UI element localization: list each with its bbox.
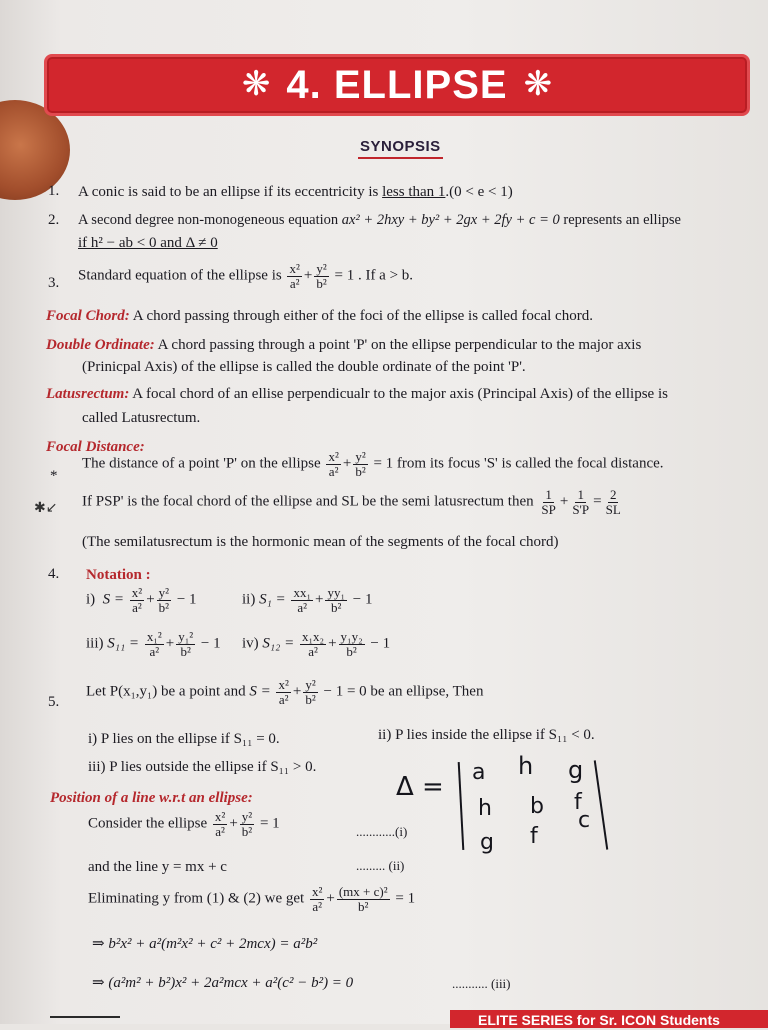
latusrectum-definition	[46, 385, 668, 403]
item-1-underlined: less than 1	[382, 184, 446, 200]
fraction-x1x2-a2: $\frac{\text{x₁x₂}}{\text{a²}}$	[301, 629, 325, 659]
consider-tail: = 1	[256, 815, 280, 832]
fraction-y2-b2: $\frac{\text{y²}}{\text{b²}}$	[305, 677, 316, 707]
synopsis-heading: SYNOPSIS	[358, 138, 443, 159]
item-5: Let P(x₁,y₁) be a point and S = $\frac{\text{x²}}{\text{a²}}$ + $\frac{\text{y²}}{\text{b²}}$ − 1 = 0 be an ellipse, Then	[86, 677, 484, 707]
general-conic-equation: ax² + 2hxy + by² + 2gx + 2fy + c = 0	[341, 212, 560, 228]
equation-ref-1: ............(i)	[356, 824, 408, 839]
double-ordinate-definition	[46, 336, 641, 354]
notation-heading	[86, 566, 151, 584]
matrix-entry: f	[574, 790, 582, 815]
focal-chord-label: Focal Chord:	[46, 308, 130, 324]
step-1: ⇒ b²x² + a²(m²x² + c² + 2mcx) = a²b²	[92, 936, 318, 952]
consider-ellipse: Consider the ellipse $\frac{\text{x²}}{\text{a²}}$ + $\frac{\text{y²}}{\text{b²}}$ = 1	[88, 809, 280, 839]
notation-i-lhs: S =	[102, 591, 128, 608]
fraction-yy1-b2: $\frac{\text{yy₁}}{\text{b²}}$	[327, 585, 345, 615]
item-number-4: 4.	[48, 566, 60, 582]
matrix-entry: h	[478, 796, 492, 821]
footer-rule	[50, 1016, 120, 1030]
p-inside-ellipse: ii) P lies inside the ellipse if S₁₁ < 0.	[378, 727, 595, 743]
fraction-mxc-b2: $\frac{\text{(mx + c)²}}{\text{b²}}$	[338, 884, 388, 914]
fraction-x1sq-a2: $\frac{\text{x₁²}}{\text{a²}}$	[146, 629, 162, 659]
eliminating-tail: = 1	[391, 890, 416, 907]
fraction-x2-a2: $\frac{\text{x²}}{\text{a²}}$	[311, 884, 323, 914]
focal-chord-text: A chord passing through either of the foci of the ellipse is called focal chord.	[129, 308, 593, 324]
double-ordinate-text-2: (Prinicpal Axis) of the ellipse is called the double ordinate of the point 'P'.	[82, 359, 526, 375]
notation-ii-tail: − 1	[349, 591, 373, 608]
item-number-5: 5.	[48, 694, 60, 710]
item-2-text: A second degree non-monogeneous equation	[78, 212, 342, 228]
fraction-x2-a2: $\frac{\text{x²}}{\text{a²}}$	[131, 585, 143, 615]
semilatus-note: (The semilatusrectum is the hormonic mean of the segments of the focal chord)	[82, 534, 559, 550]
notation-i-marker: i)	[86, 591, 96, 608]
fraction-x2-a2: $\frac{\text{x²}}{\text{a²}}$	[289, 261, 300, 291]
fraction-y2-b2: $\frac{\text{y²}}{\text{b²}}$	[158, 585, 170, 615]
notation-i-tail: − 1	[173, 591, 197, 608]
fraction-y2-b2: $\frac{\text{y²}}{\text{b²}}$	[241, 809, 253, 839]
fraction-xx1-a2: $\frac{\text{xx₁}}{\text{a²}}$	[293, 585, 311, 615]
focal-chord-definition	[46, 307, 593, 325]
chapter-title: 4. ELLIPSE	[286, 62, 508, 107]
latusrectum-label: Latusrectum:	[46, 386, 130, 402]
notation-iii-tail: − 1	[197, 635, 221, 652]
focal-distance-label: Focal Distance:	[46, 439, 145, 455]
notation-i: i) S = $\frac{\text{x²}}{\text{a²}}$ + $\frac{\text{y²}}{\text{b²}}$ − 1	[86, 585, 197, 615]
position-heading	[50, 789, 253, 807]
double-ordinate-label: Double Ordinate:	[46, 337, 155, 353]
flower-ornament-right: ❋	[523, 66, 553, 103]
fraction-y2-b2: $\frac{\text{y²}}{\text{b²}}$	[316, 261, 327, 291]
item-3-tail: = 1 . If a > b.	[330, 267, 414, 284]
fraction-1-SP: $\frac{1}{SP}$	[541, 487, 556, 517]
latusrectum-text: A focal chord of an ellise perpendicualr to the major axis (Principal Axis) of the ellipse is	[129, 386, 668, 402]
notation-iv-marker: iv)	[242, 635, 259, 652]
matrix-entry: b	[530, 794, 544, 819]
item-number-2: 2.	[48, 212, 60, 228]
eliminating-text: Eliminating y from (1) & (2) we get	[88, 890, 308, 907]
matrix-entry: h	[518, 752, 534, 780]
hand-tick-mark: ✱↙	[34, 500, 58, 516]
fraction-1-SprimeP: $\frac{1}{S'P}$	[572, 487, 590, 517]
fraction-y1sq-b2: $\frac{\text{y₁²}}{\text{b²}}$	[178, 629, 194, 659]
determinant-left-bar	[458, 762, 465, 850]
position-label: Position of a line w.r.t an ellipse:	[50, 790, 253, 806]
double-ordinate-text: A chord passing through a point 'P' on the ellipse perpendicular to the major axis	[154, 337, 642, 353]
equation-ref-3: ........... (iii)	[452, 976, 511, 991]
item-5-tail: − 1 = 0 be an ellipse, Then	[319, 683, 484, 700]
ellipse-condition: if h² − ab < 0 and Δ ≠ 0	[78, 235, 218, 251]
line-equation: and the line y = mx + c	[88, 859, 227, 875]
item-number-3: 3.	[48, 275, 60, 291]
fraction-y1y2-b2: $\frac{\text{y₁y₂}}{\text{b²}}$	[340, 629, 363, 659]
matrix-entry: c	[578, 808, 591, 833]
consider-text: Consider the ellipse	[88, 815, 211, 832]
notation-iv: iv) S₁₂ = $\frac{\text{x₁x₂}}{\text{a²}}$ + $\frac{\text{y₁y₂}}{\text{b²}}$ − 1	[242, 629, 391, 659]
notation-ii-lhs: S₁ =	[259, 591, 290, 608]
step-2: ⇒ (a²m² + b²)x² + 2a²mcx + a²(c² − b²) = 0	[92, 975, 354, 991]
fraction-x2-a2: $\frac{\text{x²}}{\text{a²}}$	[328, 449, 339, 479]
notation-label: Notation :	[86, 567, 151, 583]
item-2-tail: represents an ellipse	[559, 212, 681, 228]
psp-text: If PSP' is the focal chord of the ellipse and SL be the semi latusrectum then	[82, 493, 538, 510]
matrix-entry: f	[530, 824, 538, 849]
item-number-1: 1.	[48, 183, 60, 199]
notation-ii-marker: ii)	[242, 591, 256, 608]
focal-distance-pre: The distance of a point 'P' on the ellipse	[82, 455, 325, 472]
item-1-text: A conic is said to be an ellipse if its eccentricity is	[78, 184, 383, 200]
item-3: Standard equation of the ellipse is $\frac{\text{x²}}{\text{a²}}$ + $\frac{\text{y²}}{\text{b²}}$ = 1 . If a > b.	[78, 261, 414, 291]
matrix-entry: g	[480, 830, 494, 855]
fraction-y2-b2: $\frac{\text{y²}}{\text{b²}}$	[355, 449, 366, 479]
focal-distance-post: = 1 from its focus 'S' is called the focal distance.	[369, 455, 664, 472]
notation-ii: ii) S₁ = $\frac{\text{xx₁}}{\text{a²}}$ + $\frac{\text{yy₁}}{\text{b²}}$ − 1	[242, 585, 373, 615]
matrix-entry: a	[472, 760, 486, 785]
fraction-x2-a2: $\frac{\text{x²}}{\text{a²}}$	[214, 809, 226, 839]
focal-distance-text: The distance of a point 'P' on the ellipse $\frac{\text{x²}}{\text{a²}}$ + $\frac{\text{y²}}{\text{b²}}$ = 1 from its focus 'S' is called the focal distance.	[82, 449, 664, 479]
item-2-condition	[78, 234, 218, 252]
harmonic-mean-statement: If PSP' is the focal chord of the ellipse and SL be the semi latusrectum then $\frac{1}{SP}$ + $\frac{1}{S'P}$ = $\frac{2}{SL}$	[82, 487, 621, 517]
item-1	[78, 183, 513, 201]
fraction-2-SL: $\frac{2}{SL}$	[605, 487, 621, 517]
flower-ornament-left: ❋	[241, 66, 271, 103]
p-outside-ellipse: iii) P lies outside the ellipse if S₁₁ > 0.	[88, 759, 317, 775]
p-on-ellipse: i) P lies on the ellipse if S₁₁ = 0.	[88, 731, 280, 747]
series-footer: ELITE SERIES for Sr. ICON Students	[450, 1010, 768, 1028]
item-1-tail: .(0 < e < 1)	[445, 184, 513, 200]
item-5-s: S =	[249, 683, 275, 700]
fraction-x2-a2: $\frac{\text{x²}}{\text{a²}}$	[278, 677, 289, 707]
notation-iii-lhs: S₁₁ =	[107, 635, 143, 652]
notation-iv-lhs: S₁₂ =	[262, 635, 298, 652]
equation-ref-2: ......... (ii)	[356, 858, 405, 873]
notation-iii-marker: iii)	[86, 635, 104, 652]
handwritten-delta: Δ =	[396, 772, 444, 802]
item-5-text: Let P(x₁,y₁) be a point and	[86, 683, 250, 700]
item-3-text: Standard equation of the ellipse is	[78, 267, 286, 284]
notation-iv-tail: − 1	[366, 635, 391, 652]
latusrectum-text-2: called Latusrectum.	[82, 410, 201, 426]
item-2	[78, 212, 681, 229]
eliminating-step: Eliminating y from (1) & (2) we get $\frac{\text{x²}}{\text{a²}}$ + $\frac{\text{(mx + c)²}}{\text{b²}}$ = 1	[88, 884, 416, 914]
notation-iii: iii) S₁₁ = $\frac{\text{x₁²}}{\text{a²}}$ + $\frac{\text{y₁²}}{\text{b²}}$ − 1	[86, 629, 221, 659]
matrix-entry: g	[568, 756, 584, 784]
determinant-right-bar	[594, 760, 609, 849]
chapter-banner	[44, 54, 750, 116]
bullet: *	[50, 468, 58, 484]
